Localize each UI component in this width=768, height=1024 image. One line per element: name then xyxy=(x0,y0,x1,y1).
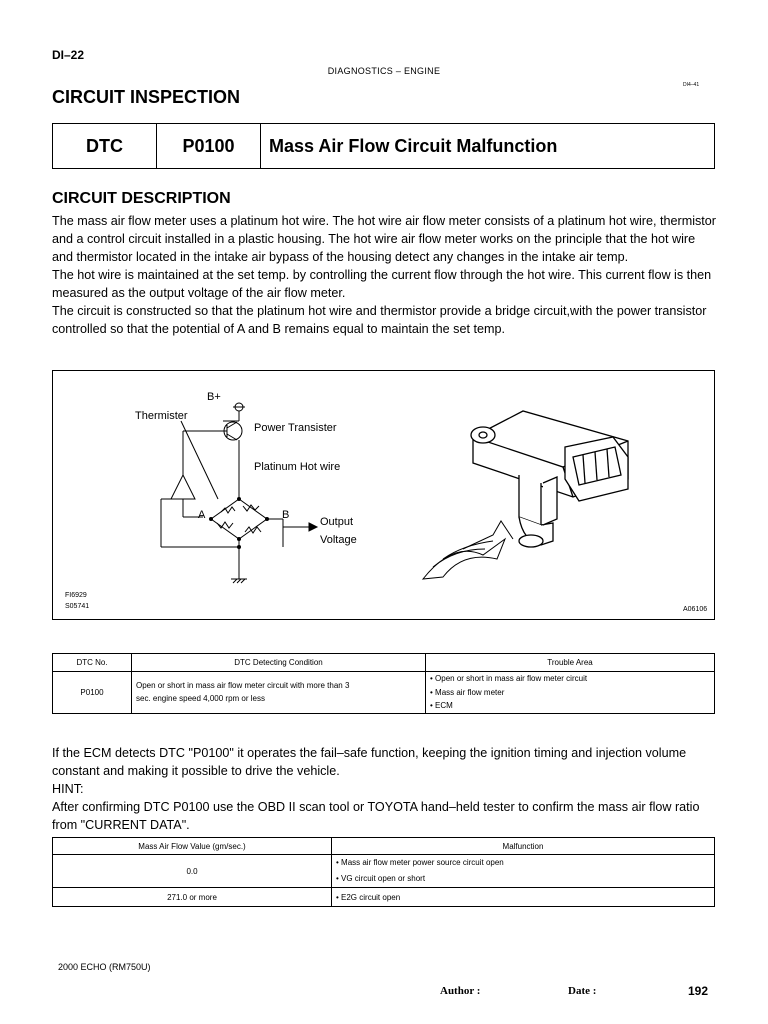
malfunction-item: • VG circuit open or short xyxy=(336,874,426,883)
maf-value-cell: 271.0 or more xyxy=(53,888,332,907)
label-output: Output xyxy=(320,516,354,528)
bridge-circuit-icon xyxy=(211,499,267,539)
condition-line: Open or short in mass air flow meter circuit with more than 3 xyxy=(136,681,350,691)
label-platinum-hot-wire: Platinum Hot wire xyxy=(254,461,341,473)
trouble-area-cell xyxy=(426,672,715,714)
dtc-label: DTC xyxy=(53,124,157,168)
malfunction-item: • Mass air flow meter power source circuit open xyxy=(336,858,504,867)
condition-line: sec. engine speed 4,000 rpm or less xyxy=(136,694,265,704)
page-number: 192 xyxy=(688,984,709,998)
doc-code: DI4–41 xyxy=(683,82,700,88)
maf-table xyxy=(52,837,715,907)
dtc-table xyxy=(52,653,715,714)
malfunction-cell xyxy=(332,888,715,907)
description-paragraph: The circuit is constructed so that the platinum hot wire and thermistor provide a bridge circuit,with the power transistor controlled so that the potential of A and B remains equal to maintain the set temp. xyxy=(52,304,707,336)
table-header-row xyxy=(53,654,715,672)
table-header: Trouble Area xyxy=(426,654,715,672)
label-a: A xyxy=(198,509,206,521)
trouble-area-item: • Open or short in mass air flow meter circuit xyxy=(430,674,588,683)
trouble-area-item: • ECM xyxy=(430,701,453,710)
section-title: CIRCUIT INSPECTION xyxy=(52,87,241,107)
maf-value-cell: 0.0 xyxy=(53,855,332,888)
page-id: DI–22 xyxy=(52,48,85,62)
table-row xyxy=(53,855,715,888)
after-table-text xyxy=(52,744,718,834)
table-row xyxy=(53,672,715,714)
running-head: DIAGNOSTICS – ENGINE xyxy=(327,66,441,76)
footer-date: Date : xyxy=(568,985,597,997)
label-power-transister: Power Transister xyxy=(254,422,337,434)
dtc-name: Mass Air Flow Circuit Malfunction xyxy=(269,135,558,156)
table-header: DTC Detecting Condition xyxy=(132,654,426,672)
table-row xyxy=(53,888,715,907)
malfunction-cell xyxy=(332,855,715,888)
table-header: DTC No. xyxy=(53,654,132,672)
dtc-title-box xyxy=(52,123,715,169)
table-header: Mass Air Flow Value (gm/sec.) xyxy=(53,838,332,855)
label-b: B xyxy=(282,509,290,521)
footer-model: 2000 ECHO (RM750U) xyxy=(58,962,151,972)
malfunction-item: • E2G circuit open xyxy=(336,892,401,902)
figure-code-3: A06106 xyxy=(683,606,708,613)
dtc-no-cell: P0100 xyxy=(53,672,132,714)
output-arrow-icon xyxy=(309,523,317,531)
condition-cell xyxy=(132,672,426,714)
label-b-plus: B+ xyxy=(207,391,221,403)
table-header: Malfunction xyxy=(332,838,715,855)
table-header-row xyxy=(53,838,715,855)
circuit-description-title: CIRCUIT DESCRIPTION xyxy=(52,190,231,207)
mass-air-flow-meter-icon xyxy=(471,411,628,547)
trouble-area-item: • Mass air flow meter xyxy=(430,687,505,697)
figure-code-2: S05741 xyxy=(65,603,90,610)
body-paragraph: After confirming DTC P0100 use the OBD II scan tool or TOYOTA hand–held tester to confirm the mass air flow ratio from "CURRENT DATA". xyxy=(52,800,700,832)
op-amp-icon xyxy=(171,475,195,499)
label-thermister: Thermister xyxy=(135,410,188,422)
footer-author: Author : xyxy=(440,985,481,997)
dtc-code: P0100 xyxy=(157,124,261,168)
circuit-diagram xyxy=(53,371,716,621)
hint-label: HINT: xyxy=(52,782,84,796)
label-voltage: Voltage xyxy=(320,534,357,546)
circuit-description xyxy=(52,212,718,338)
circuit-figure xyxy=(52,370,715,620)
figure-code-1: FI6929 xyxy=(65,592,87,599)
description-paragraph: The hot wire is maintained at the set temp. by controlling the current flow through the hot wire. This current flow is then measured as the output voltage of the air flow meter. xyxy=(52,268,712,300)
body-paragraph: If the ECM detects DTC "P0100" it operates the fail–safe function, keeping the ignition timing and injection volume constant and making it possible to drive the vehicle. xyxy=(52,746,687,778)
air-flow-arrow-icon xyxy=(423,521,513,579)
description-paragraph: The mass air flow meter uses a platinum hot wire. The hot wire air flow meter consists of a platinum hot wire, thermistor and a control circuit installed in a plastic housing. The hot wire air flow meter works on the principle that the hot wire and thermistor located in the intake air bypass of the housing detect any changes in the intake air temp. xyxy=(52,214,716,264)
